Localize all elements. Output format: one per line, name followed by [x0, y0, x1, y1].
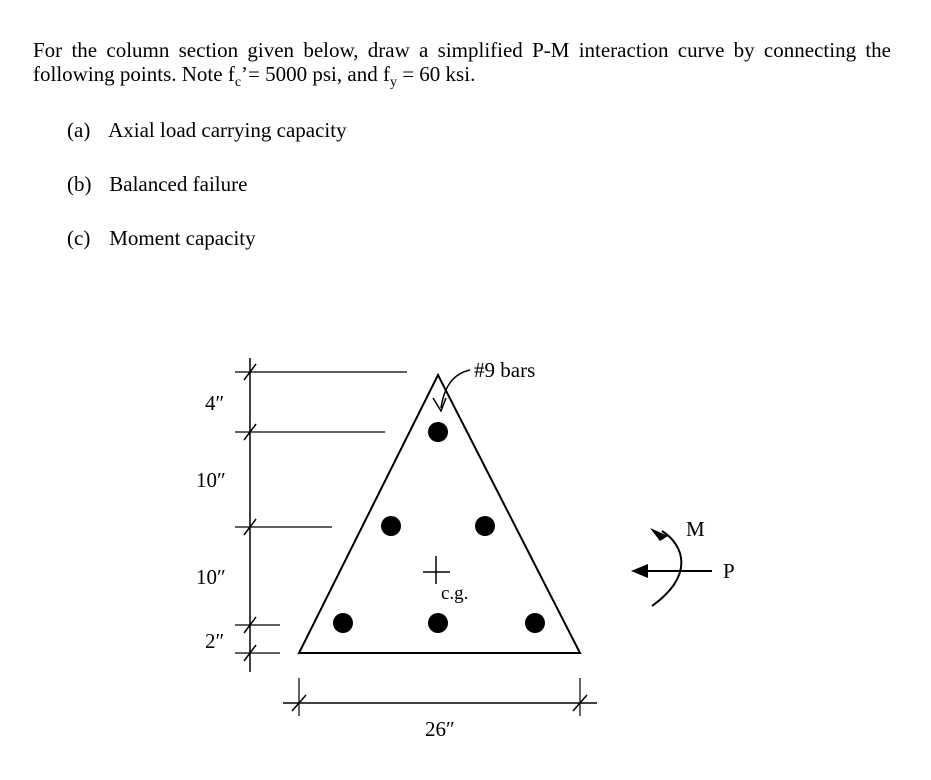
- rebar-mid-left: [381, 516, 401, 536]
- task-text: Moment capacity: [109, 226, 256, 250]
- cg-label: c.g.: [441, 583, 469, 604]
- rebar-top: [428, 422, 448, 442]
- moment-arrowhead: [650, 528, 668, 541]
- axial-load-arrowhead: [631, 564, 648, 578]
- fc-subscript: c: [234, 75, 242, 91]
- task-tag: (c): [67, 226, 91, 250]
- axial-load-label: P: [723, 559, 735, 583]
- dim-label-10in-upper: 10″: [196, 468, 226, 492]
- dim-label-10in-lower: 10″: [196, 565, 226, 589]
- problem-intro: For the column section given below, draw a simplified P-M interaction curve by connecting the following points. Note f: [33, 38, 891, 86]
- dim-label-2in: 2″: [205, 629, 225, 653]
- rebar-mid-right: [475, 516, 495, 536]
- moment-label: M: [686, 517, 705, 541]
- triangle-section: [299, 375, 580, 653]
- bar-label: #9 bars: [474, 358, 536, 382]
- fy-value: = 60 ksi.: [396, 62, 476, 86]
- fy-subscript: y: [389, 75, 397, 91]
- rebar-bottom-left: [333, 613, 353, 633]
- task-tag: (a): [67, 118, 91, 142]
- rebar-bottom-center: [428, 613, 448, 633]
- moment-arc: [652, 531, 681, 606]
- rebar-bottom-right: [525, 613, 545, 633]
- dim-label-26in: 26″: [425, 717, 455, 741]
- task-text: Axial load carrying capacity: [108, 118, 347, 142]
- bar-leader-arrowhead: [433, 398, 446, 411]
- task-text: Balanced failure: [109, 172, 248, 196]
- dim-label-4in: 4″: [205, 391, 225, 415]
- task-tag: (b): [67, 172, 92, 196]
- fc-value: ’= 5000 psi, and f: [241, 62, 390, 86]
